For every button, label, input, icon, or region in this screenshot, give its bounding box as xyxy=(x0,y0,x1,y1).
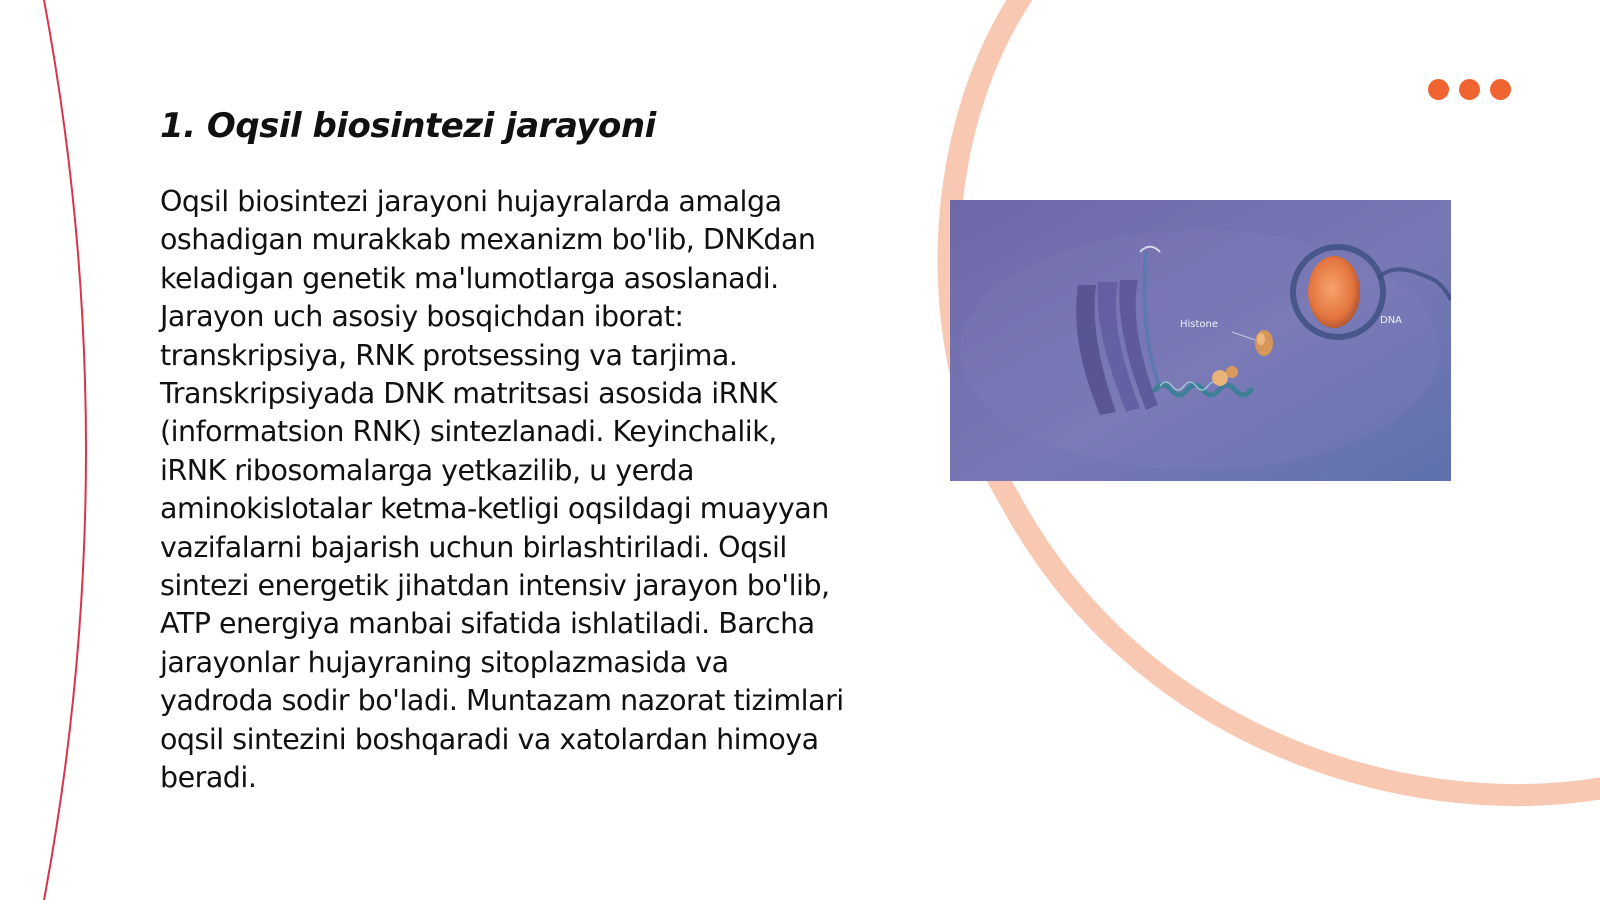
three-dots-icon xyxy=(1428,79,1511,100)
dot xyxy=(1490,79,1511,100)
dot xyxy=(1459,79,1480,100)
slide-body-text: Oqsil biosintezi jarayoni hujayralarda amalga oshadigan murakkab mexanizm bo'lib, DNKdan keladigan genetik ma'lumotlarga asoslanadi. Jarayon uch asosiy bosqichdan iborat: transkripsiya, RNK protsessing va tarjima. Transkripsiyada DNK matritsasi asosida iRNK (informatsion RNK) sintezlanadi. Keyinchalik, iRNK ribosomalarga yetkazilib, u yerda aminokislotalar ketma-ketligi oqsildagi muayyan vazifalarni bajarish uchun birlashtiriladi. Oqsil sintezi energetik jihatdan intensiv jarayon bo'lib, ATP energiya manbai sifatida ishlatiladi. Barcha jarayonlar hujayraning sitoplazmasida va yadroda sodir bo'ladi. Muntazam nazorat tizimlari oqsil sintezini boshqaradi va xatolardan himoya beradi. xyxy=(160,185,844,795)
slide-title: 1. Oqsil biosintezi jarayoni xyxy=(160,106,656,146)
label-dna: DNA xyxy=(1380,315,1403,326)
dot xyxy=(1428,79,1449,100)
dna-histone-illustration xyxy=(950,200,1451,481)
left-edge-curve xyxy=(44,0,86,900)
label-histone: Histone xyxy=(1180,319,1219,330)
